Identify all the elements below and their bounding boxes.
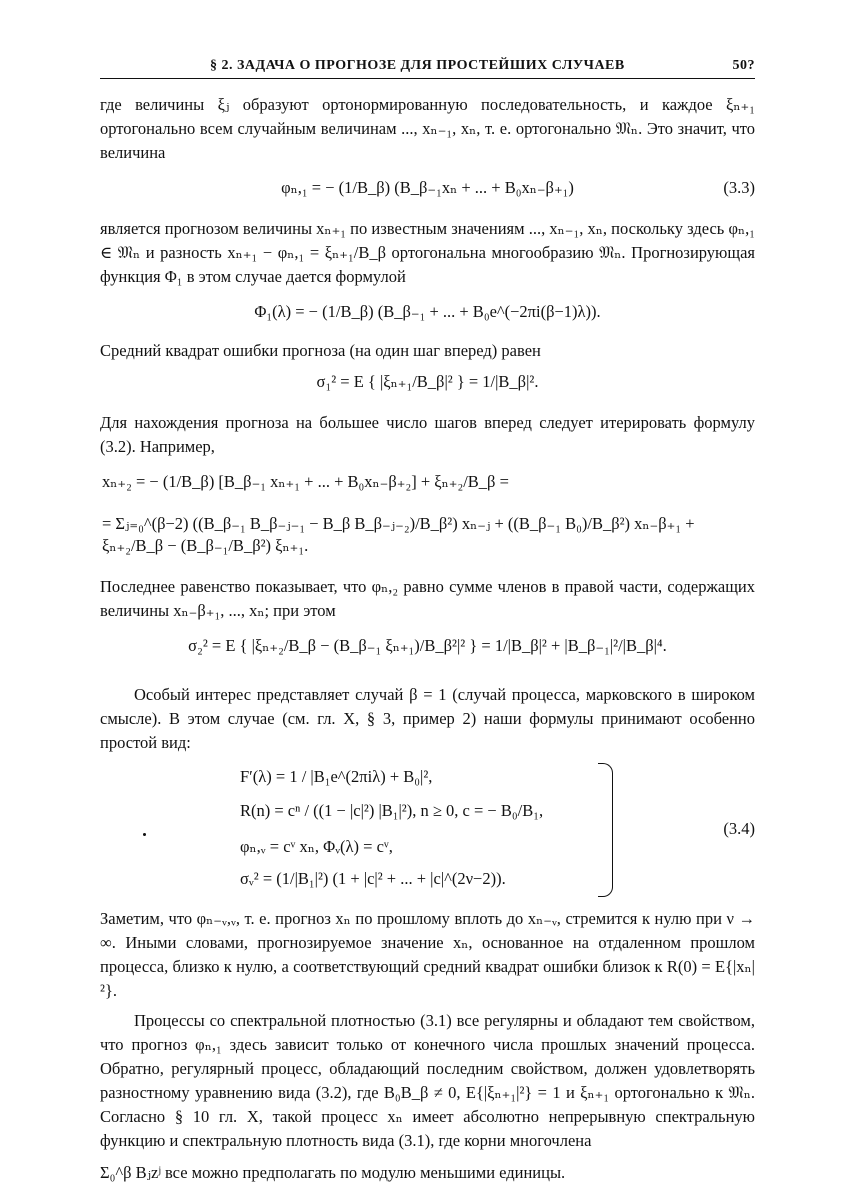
stray-dot (143, 833, 146, 836)
running-header (100, 58, 755, 79)
header-title: § 2. ЗАДАЧА О ПРОГНОЗЕ ДЛЯ ПРОСТЕЙШИХ СЛУЧАЕВ (210, 58, 625, 73)
paragraph-2: является прогнозом величины xₙ₊₁ по известным значениям ..., xₙ₋₁, xₙ, поскольку здесь φₙ,₁ ∈ 𝔐ₙ и разность xₙ₊₁ − φₙ,₁ = ξₙ₊₁/B_β ортогональна многообразию 𝔐ₙ. Прогнозирующая функция Φ₁ в этом случае дается формулой (100, 219, 755, 286)
paragraph-3: Средний квадрат ошибки прогноза (на один шаг вперед) равен (100, 341, 541, 360)
equation-3-3-number: (3.3) (723, 178, 755, 197)
paragraph-4: Для нахождения прогноза на большее число шагов вперед следует итерировать формулу (3.2). Например, (100, 413, 755, 456)
equation-3-4-number: (3.4) (723, 819, 755, 838)
paragraph-8: Процессы со спектральной плотностью (3.1) все регулярны и обладают тем свойством, что прогноз φₙ,₁ здесь зависит только от конечного числа прошлых значений процесса. Обратно, регулярный процесс, обладающий последним свойством, должен удовлетворять разностному уравнению вида (3.2), где B₀B_β ≠ 0, E{|ξₙ₊₁|²} = 1 и ξₙ₊₁ ортогонально к 𝔐ₙ. Согласно § 10 гл. X, такой процесс xₙ имеет абсолютно непрерывную спектральную функцию и спектральную плотность вида (3.1), где корни многочлена (100, 1011, 755, 1150)
page (100, 58, 755, 1185)
equation-phi1-body: Φ₁(λ) = − (1/B_β) (B_β₋₁ + ... + B₀e^(−2πi(β−1)λ)). (254, 302, 601, 321)
equation-phi1 (100, 301, 755, 333)
paragraph-6: Особый интерес представляет случай β = 1 (случай процесса, марковского в широком смысле). В этом случае (см. гл. X, § 3, пример 2) наши формулы принимают особенно простой вид: (100, 685, 755, 752)
system-line-2: R(n) = cⁿ / ((1 − |c|²) |B₁|²), n ≥ 0, c = − B₀/B₁, (240, 801, 544, 820)
equation-x-n-plus-2-body: xₙ₊₂ = − (1/B_β) [B_β₋₁ xₙ₊₁ + ... + B₀xₙ₋β₊₂] + ξₙ₊₂/B_β = (102, 472, 509, 491)
equation-sigma1 (100, 371, 755, 405)
equation-sigma2 (100, 635, 755, 673)
equation-x-n-plus-2-expansion-body: = Σⱼ₌₀^(β−2) ((B_β₋₁ B_β₋ⱼ₋₁ − B_β B_β₋ⱼ₋₂)/B_β²) xₙ₋ⱼ + ((B_β₋₁ B₀)/B_β²) xₙ₋β₊₁ + ξₙ₊₂/B_β − (B_β₋₁/B_β²) ξₙ₊₁. (102, 514, 695, 555)
equation-sigma1-body: σ₁² = E { |ξₙ₊₁/B_β|² } = 1/|B_β|². (316, 372, 539, 391)
paragraph-7: Заметим, что φₙ₋ᵥ,ᵥ, т. е. прогноз xₙ по прошлому вплоть до xₙ₋ᵥ, стремится к нулю при ν → ∞. Иными словами, прогнозируемое значение xₙ, основанное на отдаленном прошлом процесса, близко к нулю, а соответствующий средний квадрат ошибки близок к R(0) = E{|xₙ|²}. (100, 909, 755, 1000)
right-brace (598, 763, 613, 897)
equation-3-3 (100, 177, 755, 207)
equation-x-n-plus-2 (100, 471, 755, 505)
system-line-3: φₙ,ᵥ = cᵛ xₙ, Φᵥ(λ) = cᵛ, (240, 837, 393, 856)
equation-system-3-4 (100, 763, 755, 899)
system-line-4: σᵥ² = (1/|B₁|²) (1 + |c|² + ... + |c|^(2ν−2)). (240, 869, 506, 888)
paragraph-1: где величины ξⱼ образуют ортонормированную последовательность, и каждое ξₙ₊₁ ортогонально всем случайным величинам ..., xₙ₋₁, xₙ, т. е. ортогонально 𝔐ₙ. Это значит, что величина (100, 95, 755, 162)
equation-3-3-body: φₙ,₁ = − (1/B_β) (B_β₋₁xₙ + ... + B₀xₙ₋β₊₁) (281, 178, 574, 197)
paragraph-9: Σ₀^β Bⱼzʲ все можно предполагать по модулю меньшими единицы. (100, 1163, 566, 1182)
paragraph-5: Последнее равенство показывает, что φₙ,₂ равно сумме членов в правой части, содержащих величины xₙ₋β₊₁, ..., xₙ; при этом (100, 577, 755, 620)
equation-x-n-plus-2-expansion (100, 513, 755, 569)
page-number: 50? (732, 58, 755, 73)
system-line-1: F′(λ) = 1 / |B₁e^(2πiλ) + B₀|², (240, 767, 433, 786)
equation-sigma2-body: σ₂² = E { |ξₙ₊₂/B_β − (B_β₋₁ ξₙ₊₁)/B_β²|² } = 1/|B_β|² + |B_β₋₁|²/|B_β|⁴. (188, 636, 667, 655)
